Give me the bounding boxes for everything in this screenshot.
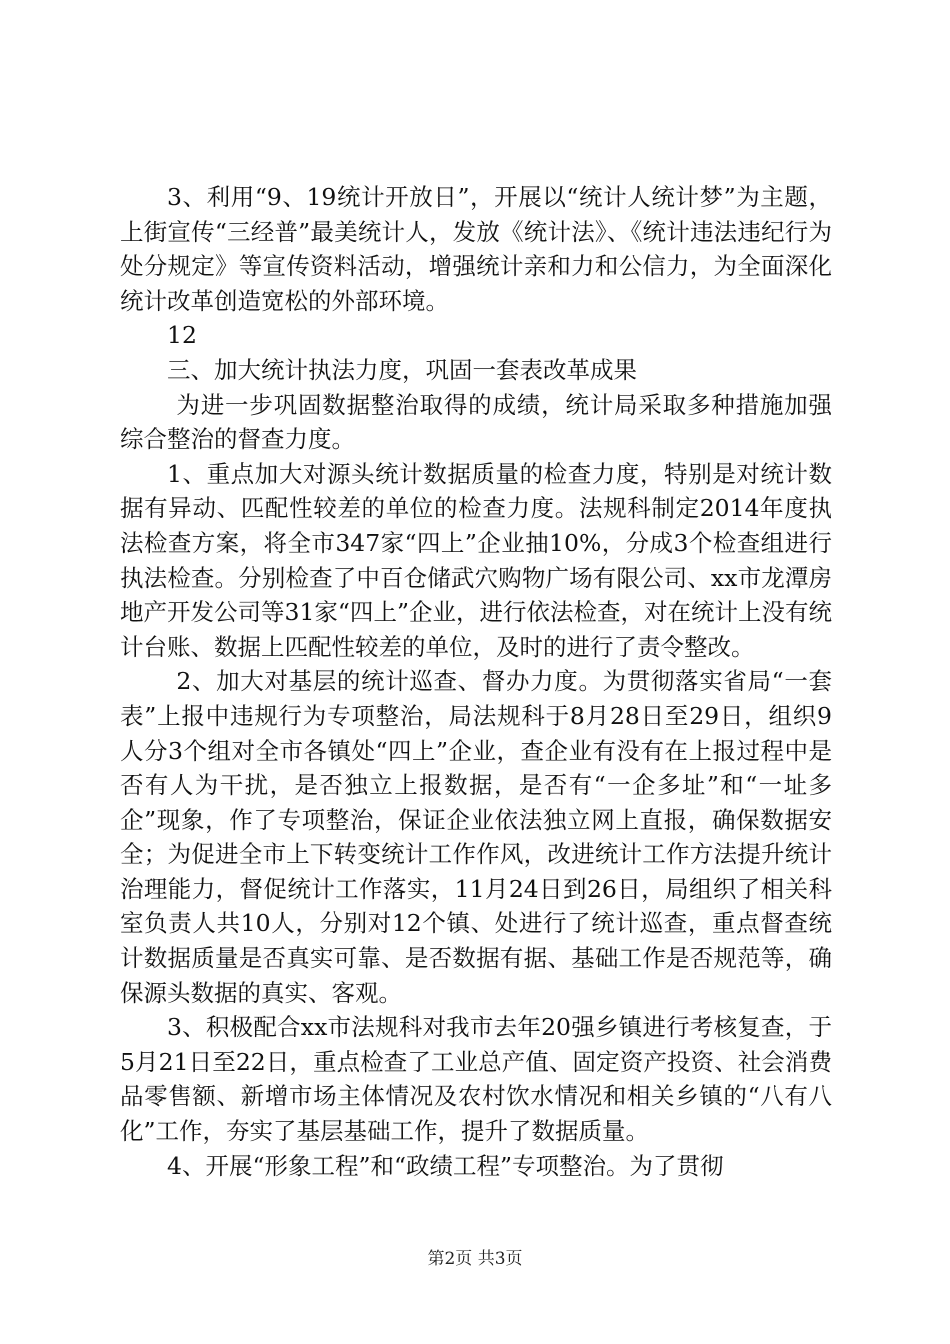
- paragraph-intro-supervision: 为进一步巩固数据整治取得的成绩，统计局采取多种措施加强综合整治的督查力度。: [120, 390, 832, 454]
- paragraph-item-2-inspection: 2、加大对基层的统计巡查、督办力度。为贯彻落实省局“一套表”上报中违规行为专项整治，局法规科于8月28日至29日，组织9人分3个组对全市各镇处“四上”企业，查企业有没有在上报过程中是否有人为干扰，是否独立上报数据，是否有“一企多址”和“一址多企”现象，作了专项整治，保证企业依法独立网上直报，确保数据安全；为促进全市上下转变统计工作作风，改进统计工作方法提升统计治理能力，督促统计工作落实，11月24日到26日，局组织了相关科室负责人共10人，分别对12个镇、处进行了统计巡查，重点督查统计数据质量是否真实可靠、是否数据有据、基础工作是否规范等，确保源头数据的真实、客观。: [120, 667, 832, 1007]
- paragraph-item-1-source-data: 1、重点加大对源头统计数据质量的检查力度，特别是对统计数据有异动、匹配性较差的单位的检查力度。法规科制定2014年度执法检查方案，将全市347家“四上”企业抽10%，分成3个检查组进行执法检查。分别检查了中百仓储武穴购物广场有限公司、xx市龙潭房地产开发公司等31家“四上”企业，进行依法检查，对在统计上没有统计台账、数据上匹配性较差的单位，及时的进行了责令整改。: [120, 459, 832, 661]
- paragraph-stats-open-day: 3、利用“9、19统计开放日”，开展以“统计人统计梦”为主题，上街宣传“三经普”最美统计人，发放《统计法》、《统计违法违纪行为处分规定》等宣传资料活动，增强统计亲和力和公信力，为全面深化统计改革创造宽松的外部环境。: [120, 183, 832, 315]
- paragraph-item-4-image-project: 4、开展“形象工程”和“政绩工程”专项整治。为了贯彻: [167, 1151, 724, 1180]
- paragraph-page-number-fragment: 12: [167, 321, 197, 350]
- document-body: [120, 180, 832, 1183]
- section-heading-law-enforcement: 三、加大统计执法力度，巩固一套表改革成果: [167, 355, 637, 384]
- page-footer: 第2页 共3页: [427, 1249, 523, 1269]
- paragraph-item-3-township-review: 3、积极配合xx市法规科对我市去年20强乡镇进行考核复查，于5月21日至22日，重点检查了工业总产值、固定资产投资、社会消费品零售额、新增市场主体情况及农村饮水情况和相关乡镇的“八有八化”工作，夯实了基层基础工作，提升了数据质量。: [120, 1013, 832, 1146]
